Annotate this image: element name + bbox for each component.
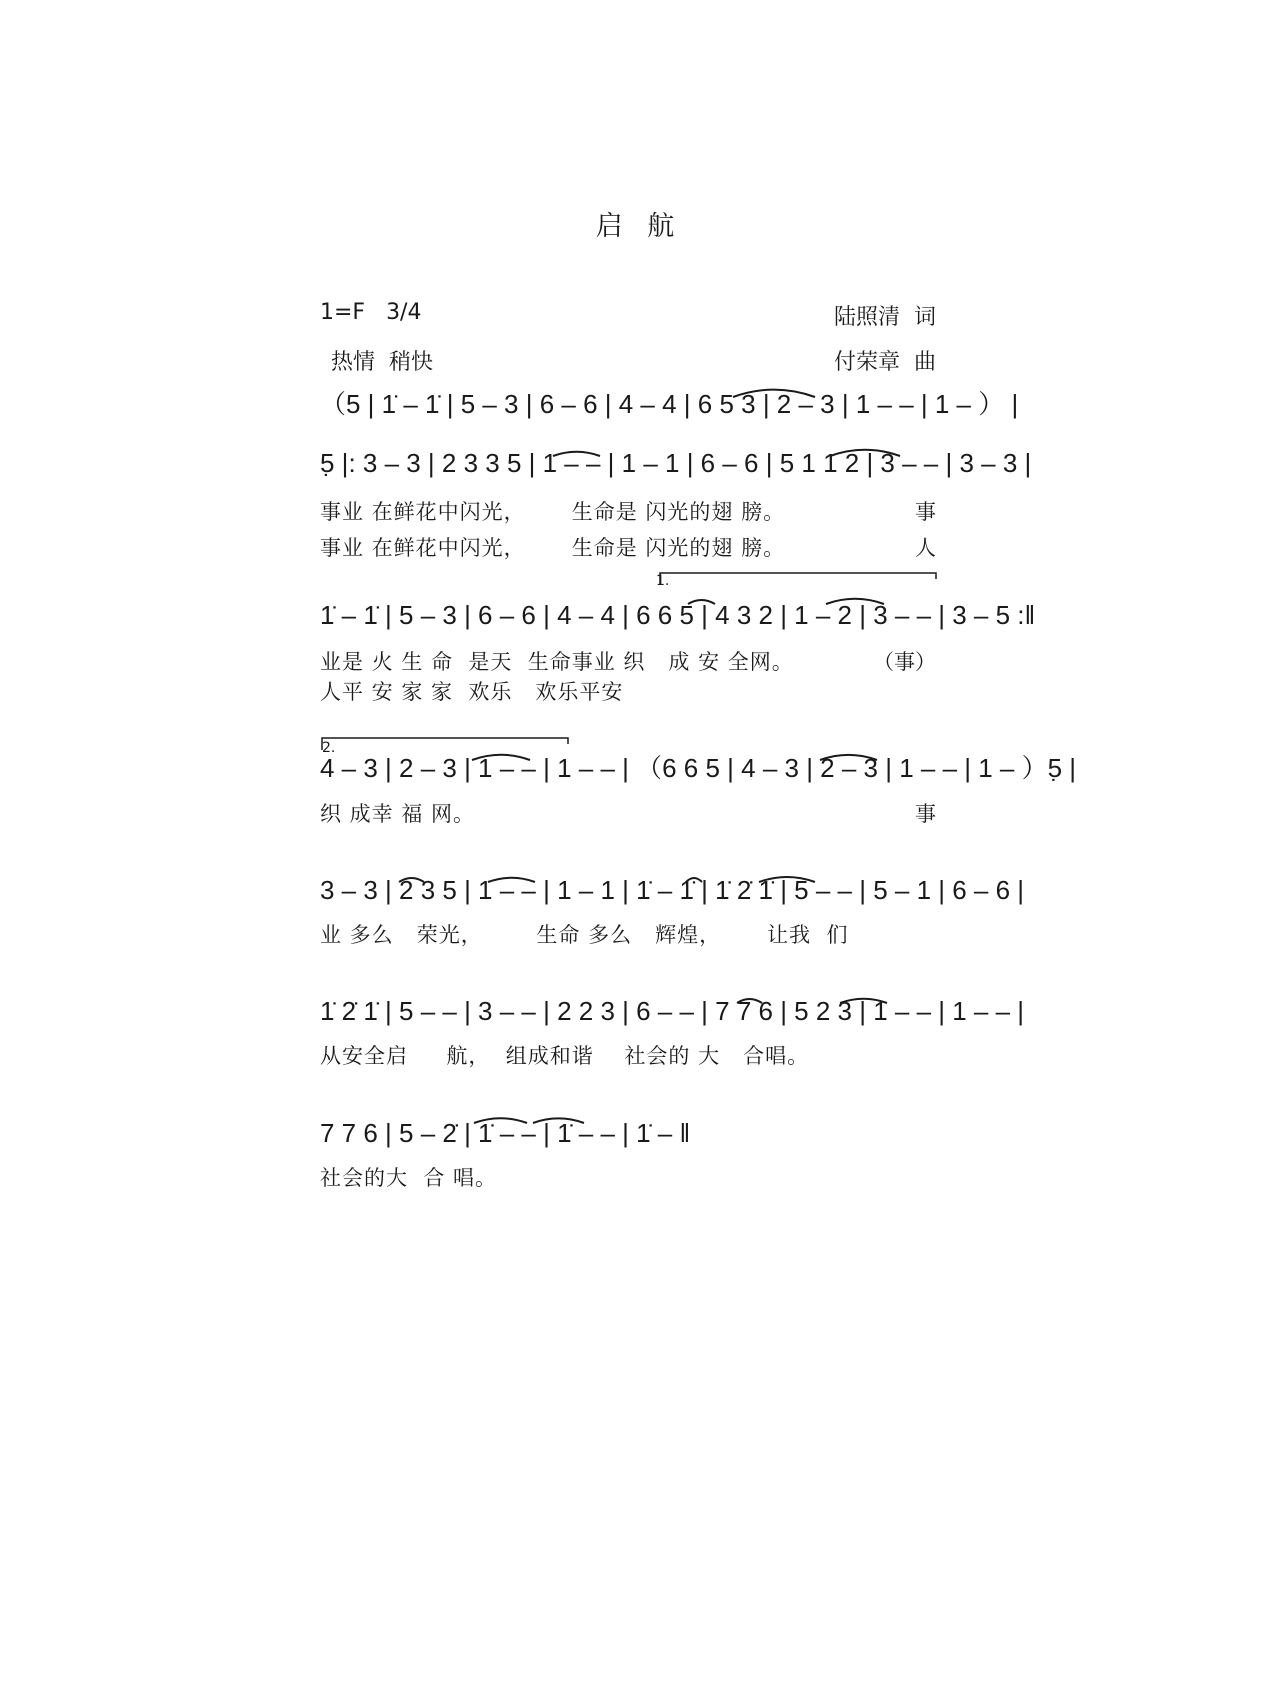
lyric-row-3-verse-2: 人平 安 家 家 欢乐 欢乐平安 [320,680,624,704]
lyric-row-3-verse-1: 业是 火 生 命 是天 生命事业 织 成 安 全网。 [320,650,794,674]
lyric-row-2-verse-1: 事业 在鲜花中闪光， 生命是 闪光的翅 膀。 [320,500,786,524]
lyric-row-4: 织 成幸 福 网。 [320,802,476,826]
key-signature: 1=F 3/4 [320,300,422,325]
notation-row-7: 7 7 6 | 5 – 2̇ | 1̇ – – | 1̇ – – | 1̇ – ‖ [320,1118,691,1148]
song-title: 启 航 [595,211,683,242]
lyric-row-2-pickup-2: 人 [915,536,936,560]
lyric-row-3-repeat-cue: （事） [873,650,936,674]
tempo-marking: 热情 稍快 [331,350,433,375]
composer-credit: 付荣章 曲 [834,350,936,375]
volta-bracket [322,738,568,750]
lyric-row-4-pickup: 事 [915,802,936,826]
lyric-row-6: 从安全启 航， 组成和谐 社会的 大 合唱。 [320,1044,810,1068]
lyric-row-7: 社会的大 合 唱。 [320,1166,498,1190]
notation-row-6: 1̇ 2̇ 1̇ | 5 – – | 3 – – | 2 2 3 | 6 – – | 7 7 6 | 5 2 3 | 1 – – | 1 – – | [320,996,1025,1026]
notation-row-3: 1̇ – 1̇ | 5 – 3 | 6 – 6 | 4 – 4 | 6 6 5 | 4 3 2 | 1 – 2 | 3 – – | 3 – 5 :‖ [320,600,1036,630]
notation-row-2: 5̣ |: 3 – 3 | 2 3 3 5 | 1 – – | 1 – 1 | 6 – 6 | 5 1 1 2 | 3 – – | 3 – 3 | [320,448,1032,478]
volta-bracket [660,573,936,585]
lyric-row-2-verse-2: 事业 在鲜花中闪光， 生命是 闪光的翅 膀。 [320,536,786,560]
notation-row-5: 3 – 3 | 2 3 5 | 1 – – | 1 – 1 | 1̇ – 1̇ | 1̇ 2̇ 1̇ | 5 – – | 5 – 1 | 6 – 6 | [320,875,1025,905]
lyric-row-2-pickup-1: 事 [915,500,936,524]
notation-row-4: 4 – 3 | 2 – 3 | 1 – – | 1 – – | （6 6 5 | 4 – 3 | 2 – 3 | 1 – – | 1 – ）5̣ | [320,753,1077,783]
lyricist-credit: 陆照清 词 [834,305,936,330]
lyric-row-5: 业 多么 荣光， 生命 多么 辉煌， 让我 们 [320,923,849,947]
notation-row-1: （5 | 1̇ – 1̇ | 5 – 3 | 6 – 6 | 4 – 4 | 6 5 3 | 2 – 3 | 1 – – | 1 – ） | [320,389,1019,419]
volta-1-label: 1. [656,573,670,589]
volta-2-label: 2. [322,740,336,756]
